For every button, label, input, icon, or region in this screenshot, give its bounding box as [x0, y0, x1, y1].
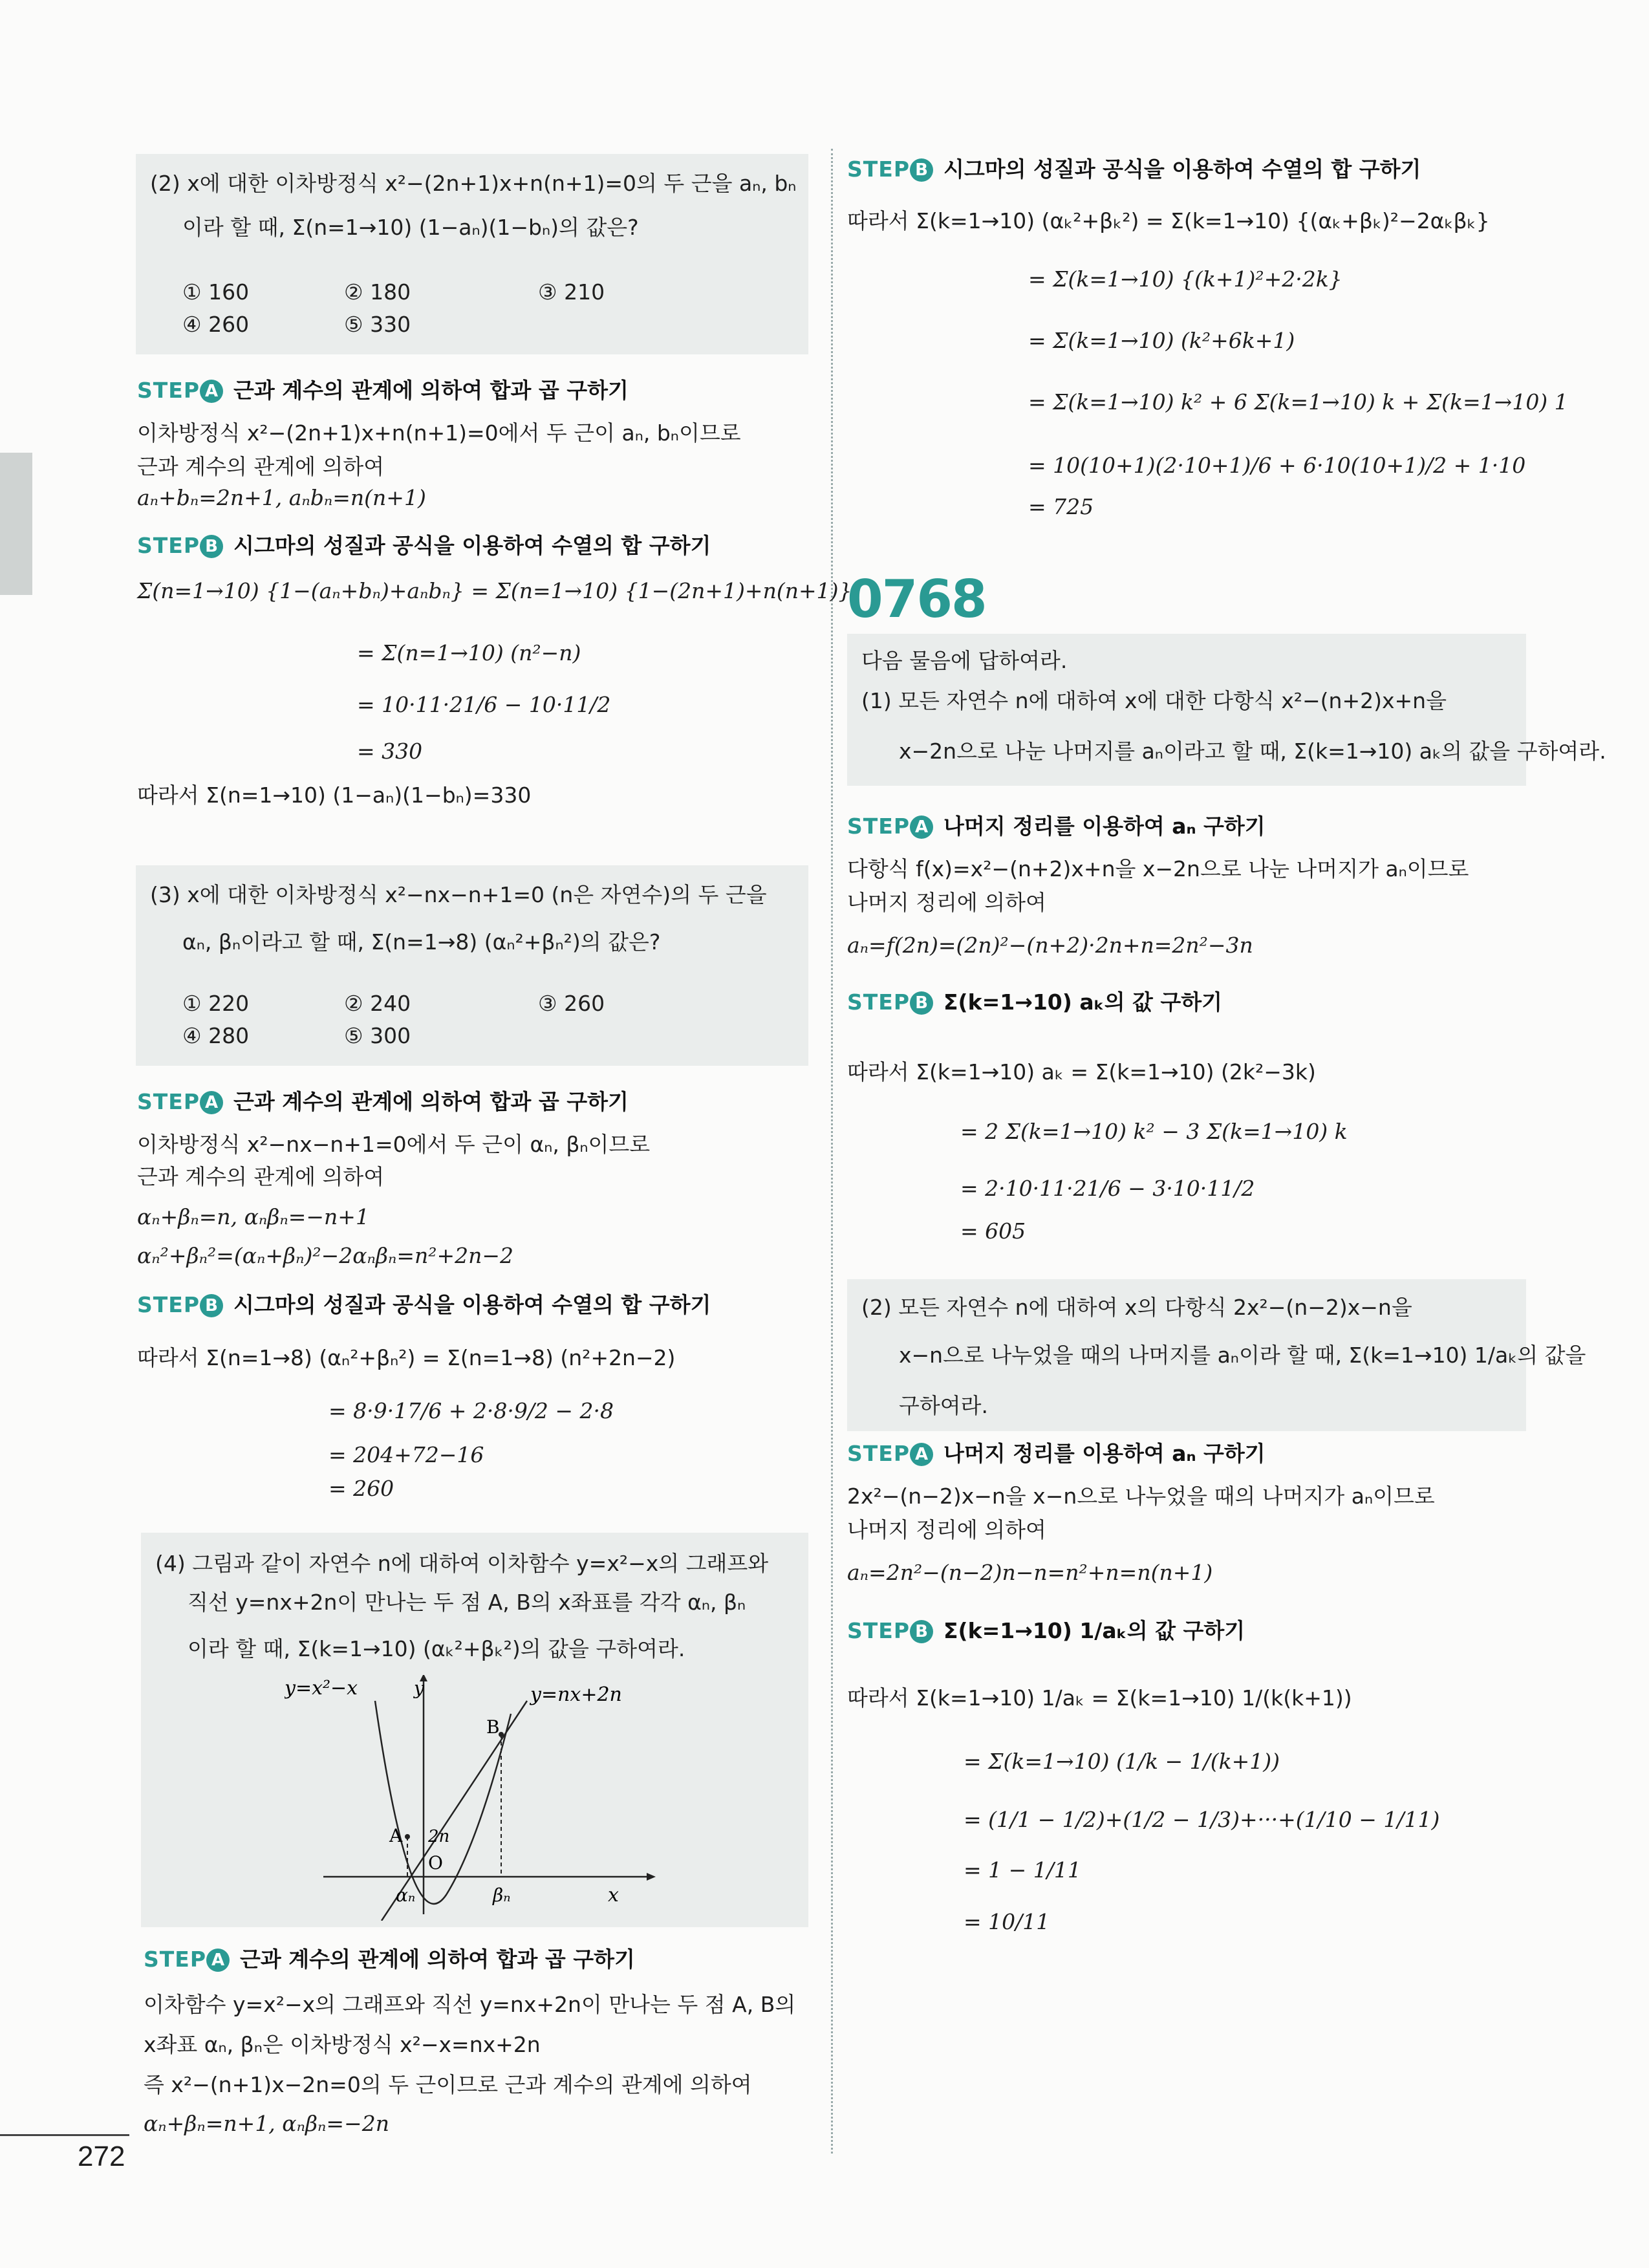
solution-line: 즉 x²−(n+1)x−2n=0의 두 근이므로 근과 계수의 관계에 의하여 [144, 2072, 752, 2097]
solution-line: aₙ+bₙ=2n+1, aₙbₙ=n(n+1) [137, 485, 426, 510]
solution-line: 2x²−(n−2)x−n을 x−n으로 나누었을 때의 나머지가 aₙ이므로 [847, 1484, 1435, 1509]
solution-line: αₙ²+βₙ²=(αₙ+βₙ)²−2αₙβₙ=n²+2n−2 [137, 1243, 514, 1268]
step-title: Σ(k=1→10) 1/aₖ의 값 구하기 [943, 1618, 1245, 1643]
page-number: 272 [78, 2141, 125, 2172]
step-b-heading [847, 988, 1222, 1017]
solution-line: 다항식 f(x)=x²−(n+2)x+n을 x−2n으로 나눈 나머지가 aₙ이므로 [847, 856, 1469, 881]
step-badge: A [200, 380, 223, 403]
step-tag: STEP [137, 533, 200, 558]
solution-line: = Σ(k=1→10) (1/k − 1/(k+1)) [964, 1749, 1280, 1774]
question-2-line-1: (2) x에 대한 이차방정식 x²−(2n+1)x+n(n+1)=0의 두 근을 aₙ, bₙ [150, 171, 797, 196]
solution-line: = 204+72−16 [329, 1442, 484, 1467]
step-badge: A [200, 1091, 223, 1114]
step-b-heading [847, 155, 1421, 184]
step-title: 근과 계수의 관계에 의하여 합과 곱 구하기 [233, 378, 629, 403]
step-a-heading [144, 1945, 635, 1974]
step-a-heading [847, 812, 1266, 841]
solution-line: = 10/11 [964, 1909, 1050, 1934]
choice: ④ 280 [182, 1023, 250, 1048]
x-axis-arrow-icon [647, 1873, 656, 1881]
solution-line: aₙ=f(2n)=(2n)²−(n+2)·2n+n=2n²−3n [847, 933, 1253, 958]
step-tag: STEP [847, 814, 911, 839]
step-b-heading [137, 1291, 711, 1319]
solution-line: = (1/1 − 1/2)+(1/2 − 1/3)+···+(1/10 − 1/11) [964, 1807, 1440, 1832]
step-title: 시그마의 성질과 공식을 이용하여 수열의 합 구하기 [943, 157, 1421, 182]
solution-line: = 725 [1028, 494, 1094, 519]
choice: ② 180 [344, 279, 411, 305]
step-title: 시그마의 성질과 공식을 이용하여 수열의 합 구하기 [233, 533, 711, 558]
choice: ① 220 [182, 991, 250, 1016]
step-tag: STEP [137, 1089, 200, 1114]
choice: ④ 260 [182, 312, 250, 337]
solution-conclusion: 따라서 Σ(n=1→10) (1−aₙ)(1−bₙ)=330 [137, 783, 532, 808]
solution-line: 따라서 Σ(k=1→10) aₖ = Σ(k=1→10) (2k²−3k) [847, 1059, 1316, 1085]
step-badge: B [200, 535, 223, 558]
solution-line: = Σ(n=1→10) (n²−n) [357, 640, 581, 665]
step-tag: STEP [144, 1947, 207, 1972]
question-4-line-3: 이라 할 때, Σ(k=1→10) (αₖ²+βₖ²)의 값을 구하여라. [188, 1636, 685, 1661]
step-title: 시그마의 성질과 공식을 이용하여 수열의 합 구하기 [233, 1292, 711, 1317]
solution-line: 근과 계수의 관계에 의하여 [137, 1164, 385, 1189]
point-a-marker [405, 1834, 410, 1839]
step-badge: B [910, 1620, 933, 1643]
step-tag: STEP [137, 1292, 200, 1317]
problem-intro: 다음 물음에 답하여라. [861, 648, 1068, 673]
choice: ⑤ 330 [344, 312, 411, 337]
x-axis-label: x [608, 1884, 619, 1906]
solution-line: = 260 [329, 1476, 394, 1501]
step-badge: B [910, 158, 933, 182]
solution-line: αₙ+βₙ=n, αₙβₙ=−n+1 [137, 1204, 369, 1229]
step-a-heading [137, 376, 629, 405]
solution-line: = 10·11·21/6 − 10·11/2 [357, 692, 611, 717]
solution-line: = Σ(k=1→10) {(k+1)²+2·2k} [1028, 266, 1342, 292]
solution-line: = 8·9·17/6 + 2·8·9/2 − 2·8 [329, 1398, 614, 1423]
column-divider [831, 149, 833, 2154]
question-2-line-2: 이라 할 때, Σ(n=1→10) (1−aₙ)(1−bₙ)의 값은? [182, 215, 639, 240]
solution-line: = 2 Σ(k=1→10) k² − 3 Σ(k=1→10) k [960, 1119, 1348, 1144]
solution-line: 나머지 정리에 의하여 [847, 890, 1046, 915]
step-tag: STEP [847, 157, 911, 182]
solution-line: 이차함수 y=x²−x의 그래프와 직선 y=nx+2n이 만나는 두 점 A, B의 [144, 1992, 796, 2017]
point-a-label: A [389, 1825, 403, 1846]
solution-line: 따라서 Σ(k=1→10) 1/aₖ = Σ(k=1→10) 1/(k(k+1)) [847, 1685, 1352, 1711]
choice: ③ 260 [538, 991, 605, 1016]
solution-line: = 1 − 1/11 [964, 1857, 1081, 1883]
curve-label: y=x²−x [285, 1677, 358, 1700]
step-badge: A [910, 815, 933, 839]
step-tag: STEP [847, 1441, 911, 1466]
solution-line: = 2·10·11·21/6 − 3·10·11/2 [960, 1176, 1255, 1201]
question-2-line-2: x−n으로 나누었을 때의 나머지를 aₙ이라 할 때, Σ(k=1→10) 1/aₖ의 값을 [899, 1343, 1586, 1368]
step-b-heading [137, 532, 711, 560]
question-2-line-1: (2) 모든 자연수 n에 대하여 x의 다항식 2x²−(n−2)x−n을 [861, 1295, 1412, 1320]
choice: ⑤ 300 [344, 1023, 411, 1048]
question-3-line-2: αₙ, βₙ이라고 할 때, Σ(n=1→8) (αₙ²+βₙ²)의 값은? [182, 929, 661, 955]
y-axis-label: y [414, 1678, 424, 1699]
solution-line: αₙ+βₙ=n+1, αₙβₙ=−2n [144, 2111, 389, 2136]
footer-rule [0, 2134, 129, 2136]
solution-line: 근과 계수의 관계에 의하여 [137, 454, 385, 479]
solution-line: = 10(10+1)(2·10+1)/6 + 6·10(10+1)/2 + 1·10 [1028, 453, 1526, 478]
solution-line: 따라서 Σ(n=1→8) (αₙ²+βₙ²) = Σ(n=1→8) (n²+2n−2) [137, 1345, 676, 1370]
question-4-line-2: 직선 y=nx+2n이 만나는 두 점 A, B의 x좌표를 각각 αₙ, βₙ [188, 1590, 746, 1615]
problem-number: 0768 [847, 569, 986, 629]
solution-line: 이차방정식 x²−(2n+1)x+n(n+1)=0에서 두 근이 aₙ, bₙ이므로 [137, 420, 741, 446]
solution-line: x좌표 αₙ, βₙ은 이차방정식 x²−x=nx+2n [144, 2032, 541, 2057]
step-a-heading [137, 1088, 629, 1116]
beta-label: βₙ [493, 1885, 511, 1906]
step-badge: A [910, 1443, 933, 1466]
choice: ③ 210 [538, 279, 605, 305]
step-tag: STEP [847, 1618, 911, 1643]
solution-line: = 605 [960, 1218, 1026, 1244]
step-title: 나머지 정리를 이용하여 aₙ 구하기 [943, 814, 1266, 839]
step-tag: STEP [137, 378, 200, 403]
step-b-heading [847, 1617, 1245, 1645]
solution-line: Σ(n=1→10) {1−(aₙ+bₙ)+aₙbₙ} = Σ(n=1→10) {1−(2n+1)+n(n+1)} [137, 578, 852, 603]
question-2-line-3: 구하여라. [899, 1393, 989, 1418]
solution-line: aₙ=2n²−(n−2)n−n=n²+n=n(n+1) [847, 1560, 1213, 1585]
intercept-label: 2n [428, 1827, 450, 1846]
origin-label: O [428, 1852, 443, 1874]
step-badge: B [200, 1294, 223, 1317]
step-badge: B [910, 991, 933, 1015]
question-4-line-1: (4) 그림과 같이 자연수 n에 대하여 이차함수 y=x²−x의 그래프와 [155, 1551, 769, 1576]
step-title: Σ(k=1→10) aₖ의 값 구하기 [943, 989, 1223, 1015]
step-title: 근과 계수의 관계에 의하여 합과 곱 구하기 [233, 1089, 629, 1114]
choice: ① 160 [182, 279, 250, 305]
solution-line: = Σ(k=1→10) (k²+6k+1) [1028, 328, 1295, 353]
solution-line: 따라서 Σ(k=1→10) (αₖ²+βₖ²) = Σ(k=1→10) {(αₖ+βₖ)²−2αₖβₖ} [847, 208, 1490, 233]
alpha-label: αₙ [396, 1885, 416, 1906]
line-label: y=nx+2n [530, 1683, 622, 1706]
step-tag: STEP [847, 989, 911, 1015]
choice: ② 240 [344, 991, 411, 1016]
question-3-line-1: (3) x에 대한 이차방정식 x²−nx−n+1=0 (n은 자연수)의 두 근을 [150, 882, 767, 907]
point-b-label: B [486, 1716, 500, 1738]
solution-line: 나머지 정리에 의하여 [847, 1517, 1046, 1542]
question-1-line-2: x−2n으로 나눈 나머지를 aₙ이라고 할 때, Σ(k=1→10) aₖ의 값을 구하여라. [899, 739, 1606, 764]
parabola-line-graph [285, 1675, 685, 1921]
step-title: 나머지 정리를 이용하여 aₙ 구하기 [943, 1441, 1266, 1466]
step-title: 근과 계수의 관계에 의하여 합과 곱 구하기 [240, 1947, 635, 1972]
step-a-heading [847, 1440, 1266, 1468]
solution-line: 이차방정식 x²−nx−n+1=0에서 두 근이 αₙ, βₙ이므로 [137, 1132, 651, 1157]
question-1-line-1: (1) 모든 자연수 n에 대하여 x에 대한 다항식 x²−(n+2)x+n을 [861, 688, 1447, 713]
step-badge: A [206, 1949, 230, 1972]
solution-line: = Σ(k=1→10) k² + 6 Σ(k=1→10) k + Σ(k=1→10) 1 [1028, 389, 1568, 415]
solution-line: = 330 [357, 739, 423, 764]
chapter-side-tab [0, 453, 32, 595]
